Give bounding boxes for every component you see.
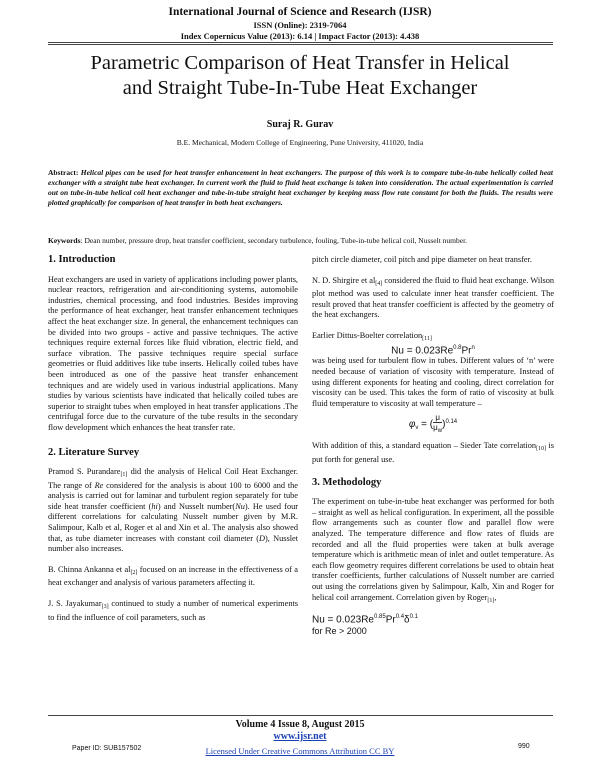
left-column <box>48 255 298 623</box>
abstract <box>48 168 553 208</box>
literature-paragraph-3: J. S. Jayakumar$_{[3]}$ continued to study a number of numerical experiments to find the influence of coil parameters, such as <box>48 599 298 622</box>
equation-roger-condition: for Re > 2000 <box>312 626 367 637</box>
viscosity-paragraph: was being used for turbulent flow in tubes. Different values of ‘n’ were needed because of variation of viscosity with temperature. Instead of using different exponents for heating and cooling, direct correlation for viscosity can be used. This takes the form of ratio of viscosity at bulk fluid temperature to viscosity at wall temperature – <box>312 356 554 408</box>
index-impact: Index Copernicus Value (2013): 6.14 | Impact Factor (2013): 4.438 <box>180 31 420 41</box>
journal-name: International Journal of Science and Research (IJSR) <box>168 6 432 18</box>
volume-issue: Volume 4 Issue 8, August 2015 <box>235 719 365 730</box>
header-rule-top <box>48 42 553 43</box>
equation-dittus-boelter: $Nu = 0.023Re^{0.8}Pr^n$ <box>391 344 475 356</box>
issn: ISSN (Online): 2319-7064 <box>253 20 347 30</box>
affiliation: B.E. Mechanical, Modern College of Engineering, Pune University, 411020, India <box>176 138 424 147</box>
equation-viscosity-ratio: $\varphi_v$ = ( $\frac{\mu}{\mu_w}$ )$^{0.14}$ <box>408 413 458 435</box>
literature-paragraph-1: Pramod S. Purandare$_{[1]}$ did the analysis of Helical Coil Heat Exchanger. The range of Re considered for the analysis is about 100 to 6000 and the analysis is carried out for laminar and turbulent region separately for tube side heat transfer coefficient (hi) and Nusselt number(Nu). He used four different correlations for calculating Nusselt number given by M.R. Salimpour, Kalb et al, Roger et al and Xin et al. The analysis also showed that, as tube diameter increases with constant coil diameter (D), Nusslet number also increases. <box>48 467 299 554</box>
license-link[interactable]: Licensed Under Creative Commons Attribution CC BY <box>205 746 395 756</box>
methodology-heading: 3. Methodology <box>312 476 382 488</box>
sieder-tate-paragraph: With addition of this, a standard equation – Sieder Tate correlation$_{[10]}$ is put forth for general use. <box>312 441 555 465</box>
literature-paragraph-2: B. Chinna Ankanna et $al_{[2]}$ focused on an increase in the effectiveness of a heat exchanger and analysis of various parameters affecting it. <box>48 564 298 588</box>
footer-rule <box>48 715 553 716</box>
keywords <box>48 236 553 246</box>
intro-paragraph: Heat exchangers are used in variety of applications including power plants, nuclear reactors, refrigeration and air-conditioning systems, automobile industries, chemical processing, and food industries. Besides improving the performance of heat exchanger, heat transfer enhancement techniques affect the heat exchanger size. In general, the enhancement techniques can be divided into two groups - active and passive techniques. The active techniques require external forces like fluid vibration, electric field, and surface vibration. The passive techniques require special surface geometries or fluid additives like tube inserts. Helically coiled tubes have been introduced as one of the passive heat transfer enhancement techniques and are widely used in various industrial applications. Many studies by various scientists have indicated that helically coiled tubes are superior to straight tubes when employed in heat transfer applications .The centrifugal force due to the curvature of the tube results in the secondary flow development which enhances the heat transfer rate. <box>48 274 298 432</box>
paper-title <box>0 51 600 101</box>
header-rule-bottom <box>48 44 553 45</box>
keywords-label: Keywords <box>48 236 81 245</box>
title-line-2: and Straight Tube-In-Tube Heat Exchanger <box>122 77 478 99</box>
paper-id: Paper ID: SUB157502 <box>72 745 142 752</box>
journal-url-link[interactable]: www.ijsr.net <box>273 731 327 742</box>
page-number: 990 <box>518 743 530 750</box>
right-column <box>312 255 554 637</box>
literature-paragraph-4: N. D. Shirgire et $al_{[4]}$ considered the fluid to fluid heat exchange. Wilson plot method was used to calculate inner heat transfer coefficient. The result proved that heat transfer coefficient is affected by the geometry of the heat exchangers. <box>312 275 554 320</box>
abstract-label: Abstract: <box>48 168 79 177</box>
equation-roger: $Nu = 0.023Re^{0.85}Pr^{0.4}\delta^{0.1}$ <box>312 614 418 626</box>
methodology-paragraph: The experiment on tube-in-tube heat exchanger was performed for both – straight as well as helical configuration. In experiment, all the possible flow arrangements such as counter flow and parallel flow were analyzed. The temperature difference and flow rates of fluids are recorded and all the fluid properties were taken at bulk average temperature which is arithmetic mean of inlet and outlet temperature. As each flow geometry requires different correlations be used to obtain heat transfer coefficients, further calculations of Nusselt number are carried out using the correlations given by Salimpour, Kalb, Xin and Roger for helical coil arrangement. Correlation given by Roger$_{[1]}$, <box>312 497 554 604</box>
literature-heading: 2. Literature Survey <box>48 446 140 458</box>
dittus-boelter-intro: Earlier Dittus-Boelter correlation$_{[11]}$ <box>312 330 432 342</box>
abstract-text: Helical pipes can be used for heat transfer enhancement in heat exchangers. The purpose of this work is to compare tube-in-tube helically coiled heat exchanger with a straight tube heat exchanger. In current work the fluid to fluid heat exchange is taken into consideration. The actual experimentation is carried out on tube-in-tube helical coil heat exchanger and tube-in-tube straight heat exchanger by keeping mass flow rate constant for both the fluids. The results were plotted graphically for comparison of heat transfer in both heat exchangers. <box>48 168 554 207</box>
keywords-text: : Dean number, pressure drop, heat transfer coefficient, secondary turbulence, fouling, Tube-in-tube helical coil, Nusselt number. <box>80 236 468 245</box>
intro-heading: 1. Introduction <box>48 254 116 265</box>
author: Suraj R. Gurav <box>266 119 334 130</box>
continued-paragraph: pitch circle diameter, coil pitch and pipe diameter on heat transfer. <box>312 255 532 264</box>
title-line-1: Parametric Comparison of Heat Transfer in Helical <box>90 52 510 74</box>
